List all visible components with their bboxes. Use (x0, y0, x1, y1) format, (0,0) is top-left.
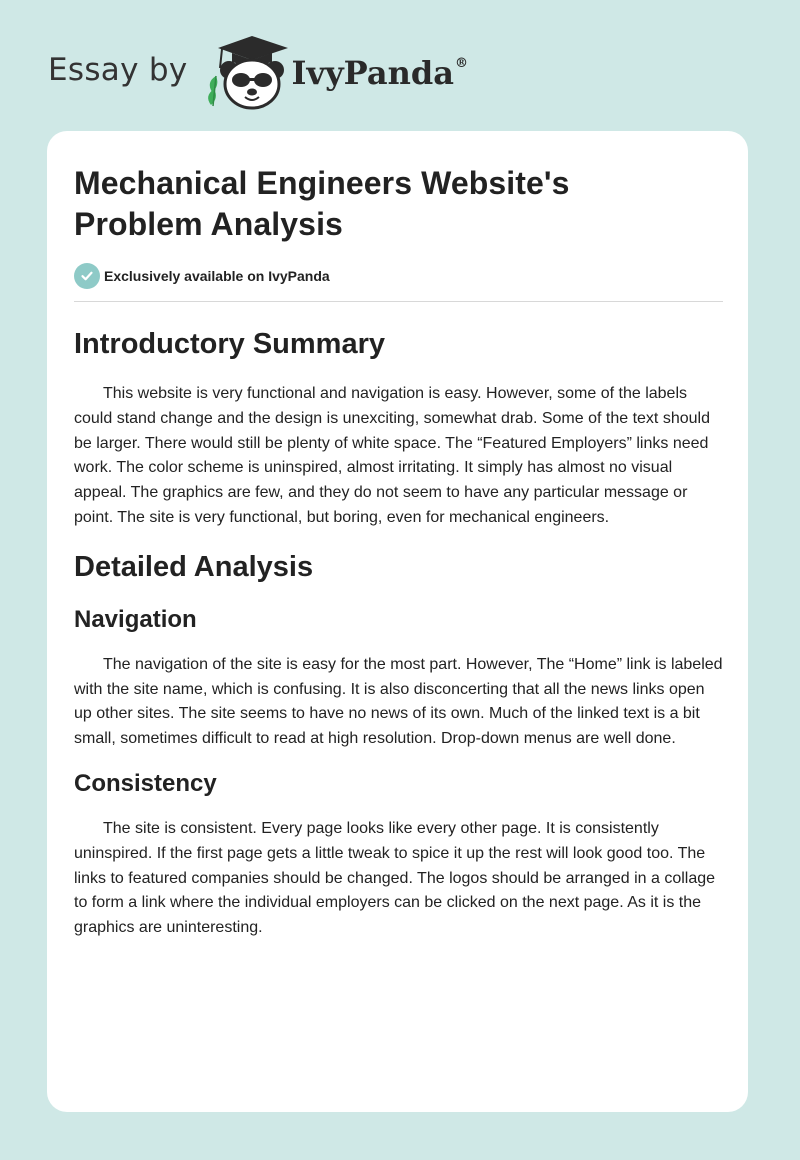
brand-name[interactable] (292, 54, 468, 92)
check-circle-icon (74, 263, 100, 289)
site-header (48, 34, 468, 110)
article-content (74, 163, 723, 941)
page-title (74, 163, 723, 245)
heading-introductory-summary: Introductory Summary (74, 328, 385, 360)
badge-text: Exclusively available on IvyPanda (104, 268, 330, 284)
paragraph-navigation: The navigation of the site is easy for the most part. However, The “Home” link is labeled with the site name, which is confusing. It is also disconcerting that all the news links open up other sites. The site seems to have no news of its own. Much of the linked text is a bit small, sometimes difficult to read at high resolution. Drop-down menus are well done. (74, 655, 723, 748)
paragraph-introductory-summary: This website is very functional and navigation is easy. However, some of the labels could stand change and the design is unexciting, somewhat drab. Some of the text should be larger. There would still be plenty of white space. The “Featured Employers” links need work. The color scheme is uninspired, almost irritating. It simply has almost no visual appeal. The graphics are few, and they do not seem to have any particular message or point. The site is very functional, but boring, even for mechanical engineers. (74, 385, 710, 526)
title-line-2: Problem Analysis (74, 206, 343, 242)
article-card (47, 131, 748, 1112)
heading-navigation: Navigation (74, 605, 197, 633)
divider (74, 301, 723, 302)
heading-detailed-analysis: Detailed Analysis (74, 550, 314, 583)
paragraph-consistency: The site is consistent. Every page looks like every other page. It is consistently uninspired. If the first page gets a little tweak to spice it up the rest will look good too. The links to featured companies should be changed. The logos should be arranged in a collage to form a link where the individual employers can be clicked on the next page. As it is the graphics are uninteresting. (74, 819, 716, 937)
title-line-1: Mechanical Engineers Website's (74, 165, 570, 201)
exclusive-badge (74, 263, 723, 289)
panda-graduate-icon[interactable] (202, 34, 302, 110)
registered-mark: ® (454, 56, 468, 71)
essay-by-label: Essay by (48, 52, 188, 88)
heading-consistency: Consistency (74, 769, 217, 797)
brand-text: IvyPanda (291, 54, 454, 92)
